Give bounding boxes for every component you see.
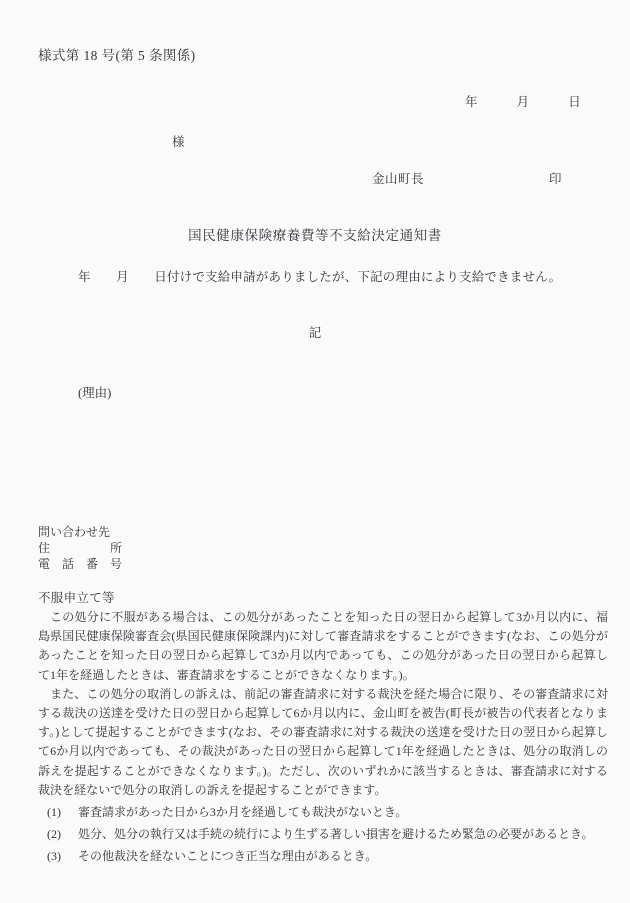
date-line: 年 月 日	[465, 95, 582, 109]
seal-mark: 印	[549, 172, 562, 186]
appeals-exception-list	[38, 801, 608, 867]
list-item-text: その他裁決を経ないことにつき正当な理由があるとき。	[78, 849, 378, 864]
contact-block	[38, 524, 122, 572]
list-item-text: 処分、処分の執行又は手続の続行により生ずる著しい損害を避けるため緊急の必要があるとき。	[78, 827, 594, 842]
appeals-section	[38, 588, 608, 867]
list-item	[38, 801, 608, 823]
appeals-heading: 不服申立て等	[38, 591, 115, 605]
reason-label: (理由)	[78, 386, 112, 400]
intro-sentence: 年 月 日付けで支給申請がありましたが、下記の理由により支給できません。	[78, 270, 562, 284]
appeals-paragraph-1: この処分に不服がある場合は、この処分があったことを知った日の翌日から起算して3か月以内に、福島県国民健康保険審査会(県国民健康保険課内)に対して審査請求をすることができます(なお、この処分があったことを知った日の翌日から起算して3か月以内であっても、この処分があった日の翌日から起算して1年を経過したときは、審査請求をすることができなくなります。)。	[38, 610, 608, 682]
issuer-name: 金山町長	[372, 172, 425, 186]
addressee-honorific: 様	[172, 135, 185, 149]
contact-address-label: 住 所	[38, 541, 123, 555]
ki-marker: 記	[308, 326, 322, 340]
form-number: 様式第 18 号(第 5 条関係)	[38, 48, 196, 63]
list-item-number: (3)	[47, 849, 61, 864]
list-item	[38, 823, 608, 845]
contact-heading: 問い合わせ先	[38, 525, 111, 539]
list-item-number: (2)	[47, 827, 61, 842]
list-item-text: 審査請求があった日から3か月を経過しても裁決がないとき。	[78, 805, 408, 820]
appeals-paragraph-2: また、この処分の取消しの訴えは、前記の審査請求に対する裁決を経た場合に限り、その審査請求に対する裁決の送達を受けた日の翌日から起算して6か月以内に、金山町を被告(町長が被告の代表者となります。)として提起することができます(なお、その審査請求に対する裁決の送達を受けた日の翌日から起算して6か月以内であっても、その裁決があった日の翌日から起算して1年を経過したときは、処分の取消しの訴えを提起することができなくなります。)。ただし、次のいずれかに該当するときは、審査請求に対する裁決を経ないで処分の取消しの訴えを提起することができます。	[38, 686, 608, 797]
list-item-number: (1)	[47, 805, 61, 820]
page-title: 国民健康保険療養費等不支給決定通知書	[188, 228, 442, 243]
contact-phone-label: 電 話 番 号	[38, 557, 123, 571]
list-item	[38, 845, 608, 867]
